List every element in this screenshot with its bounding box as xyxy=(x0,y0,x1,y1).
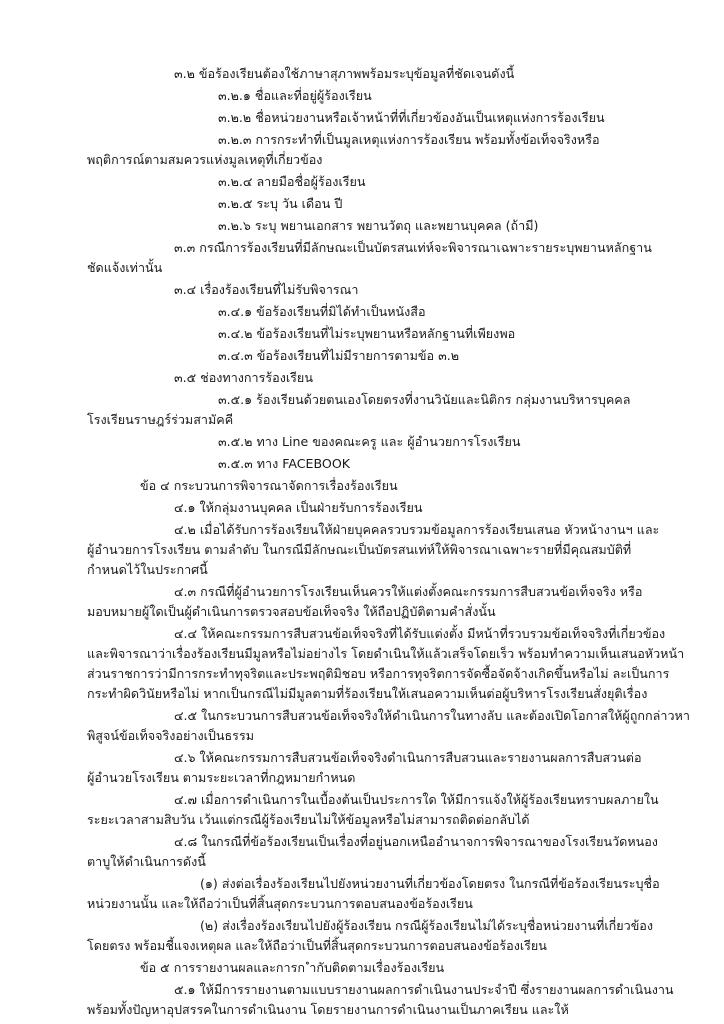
clause-5-1-cont: พร้อมทั้งปัญหาอุปสรรคในการดำเนินงาน โดยรายงานการดำเนินงานเป็นภาคเรียน และให้ xyxy=(87,1002,569,1017)
clause-4-2-cont-2: กำหนดไว้ในประกาศนี้ xyxy=(87,562,208,577)
clause-3-2-5: ๓.๒.๕ ระบุ วัน เดือน ปี xyxy=(218,196,343,211)
clause-3-5: ๓.๕ ช่องทางการร้องเรียน xyxy=(174,370,313,385)
clause-3-4: ๓.๔ เรื่องร้องเรียนที่ไม่รับพิจารณา xyxy=(174,282,359,297)
clause-3-2-6: ๓.๒.๖ ระบุ พยานเอกสาร พยานวัตถุ และพยานบุคคล (ถ้ามี) xyxy=(218,218,539,233)
clause-4-1: ๔.๑ ให้กลุ่มงานบุคคล เป็นฝ่ายรับการร้องเรียน xyxy=(174,500,423,515)
clause-4-8: ๔.๘ ในกรณีที่ข้อร้องเรียนเป็นเรื่องที่อยู่นอกเหนืออำนาจการพิจารณาของโรงเรียนวัดหนอง xyxy=(174,834,658,849)
clause-3-2-2: ๓.๒.๒ ชื่อหน่วยงานหรือเจ้าหน้าที่ที่เกี่ยวข้องอันเป็นเหตุแห่งการร้องเรียน xyxy=(218,110,605,125)
clause-3-5-2: ๓.๕.๒ ทาง Line ของคณะครู และ ผู้อำนวยการโรงเรียน xyxy=(218,434,521,449)
clause-3-4-2: ๓.๔.๒ ข้อร้องเรียนที่ไม่ระบุพยานหรือหลักฐานที่เพียงพอ xyxy=(218,326,516,341)
clause-4-3: ๔.๓ กรณีที่ผู้อำนวยการโรงเรียนเห็นควรให้แต่งตั้งคณะกรรมการสืบสวนข้อเท็จจริง หรือ xyxy=(174,584,643,599)
clause-4-8-item-1: (๑) ส่งต่อเรื่องร้องเรียนไปยังหน่วยงานที่เกี่ยวข้องโดยตรง ในกรณีที่ข้อร้องเรียนระบุชื่อ xyxy=(200,876,660,891)
clause-3-5-1: ๓.๕.๑ ร้องเรียนด้วยตนเองโดยตรงที่งานวินัยและนิติกร กลุ่มงานบริหารบุคคล xyxy=(218,392,631,407)
clause-5-1: ๕.๑ ให้มีการรายงานตามแบบรายงานผลการดำเนินงานประจำปี ซึ่งรายงานผลการดำเนินงาน xyxy=(174,982,674,997)
clause-4-4-cont-2: ส่วนราชการว่ามีการกระทำทุจริตและประพฤติมิชอบ หรือการทุจริตการจัดซื้อจัดจ้างเกิดขึ้นหรือไม่ ละเป็นการ xyxy=(87,666,670,681)
section-5-heading: ข้อ ๕ การรายงานผลและการก ำกับติดตามเรื่องร้องเรียน xyxy=(140,960,445,975)
clause-4-6-cont: ผู้อำนวยโรงเรียน ตามระยะเวลาที่กฎหมายกำหนด xyxy=(87,770,356,785)
clause-4-5: ๔.๕ ในกระบวนการสืบสวนข้อเท็จจริงให้ดำเนินการในทางลับ และต้องเปิดโอกาสให้ผู้ถูกกล่าวหา xyxy=(174,708,690,723)
clause-3-5-1-cont: โรงเรียนราษฎร์ร่วมสามัคคี xyxy=(87,412,234,427)
section-4-heading: ข้อ ๔ กระบวนการพิจารณาจัดการเรื่องร้องเรียน xyxy=(140,478,398,493)
clause-4-8-item-2: (๒) ส่งเรื่องร้องเรียนไปยังผู้ร้องเรียน กรณีผู้ร้องเรียนไม่ได้ระบุชื่อหน่วยงานที่เกี่ยวข้อง xyxy=(200,918,654,933)
clause-3-4-1: ๓.๔.๑ ข้อร้องเรียนที่มิได้ทำเป็นหนังสือ xyxy=(218,304,426,319)
clause-4-4: ๔.๔ ให้คณะกรรมการสืบสวนข้อเท็จจริงที่ได้รับแต่งตั้ง มีหน้าที่รวบรวมข้อเท็จจริงที่เกี่ยวข้อง xyxy=(174,626,666,641)
clause-4-7-cont: ระยะเวลาสามสิบวัน เว้นแต่กรณีผู้ร้องเรียนไม่ให้ข้อมูลหรือไม่สามารถติดต่อกลับได้ xyxy=(87,812,530,827)
clause-4-4-cont-1: และพิจารณาว่าเรื่องร้องเรียนมีมูลหรือไม่อย่างไร โดยดำเนินให้แล้วเสร็จโดยเร็ว พร้อมทำความเห็นเสนอหัวหน้า xyxy=(87,646,685,661)
clause-3-4-3: ๓.๔.๓ ข้อร้องเรียนที่ไม่มีรายการตามข้อ ๓.๒ xyxy=(218,348,460,363)
clause-3-2-4: ๓.๒.๔ ลายมือชื่อผู้ร้องเรียน xyxy=(218,174,366,189)
clause-4-5-cont: พิสูจน์ข้อเท็จจริงอย่างเป็นธรรม xyxy=(87,728,255,743)
clause-4-7: ๔.๗ เมื่อการดำเนินการในเบื้องต้นเป็นประการใด ให้มีการแจ้งให้ผู้ร้องเรียนทราบผลภายใน xyxy=(174,792,659,807)
clause-3-2: ๓.๒ ข้อร้องเรียนต้องใช้ภาษาสุภาพพร้อมระบุข้อมูลที่ชัดเจนดังนี้ xyxy=(174,66,515,81)
clause-4-3-cont: มอบหมายผู้ใดเป็นผู้ดำเนินการตรวจสอบข้อเท็จจริง ให้ถือปฏิบัติตามคำสั่งนั้น xyxy=(87,604,496,619)
clause-3-2-1: ๓.๒.๑ ชื่อและที่อยู่ผู้ร้องเรียน xyxy=(218,88,372,103)
clause-3-5-3: ๓.๕.๓ ทาง FACEBOOK xyxy=(218,456,351,471)
clause-4-6: ๔.๖ ให้คณะกรรมการสืบสวนข้อเท็จจริงดำเนินการสืบสวนและรายงานผลการสืบสวนต่อ xyxy=(174,750,642,765)
clause-4-2: ๔.๒ เมื่อได้รับการร้องเรียนให้ฝ่ายบุคคลรวบรวมข้อมูลการร้องเรียนเสนอ หัวหน้างานฯ และ xyxy=(174,522,660,537)
clause-4-4-cont-3: กระทำผิดวินัยหรือไม่ หากเป็นกรณีไม่มีมูลตามที่ร้องเรียนให้เสนอความเห็นต่อผู้บริหารโรงเรียนสั่งยุติเรื่อง xyxy=(87,686,648,701)
clause-4-2-cont-1: ผู้อำนวยการโรงเรียน ตามลำดับ ในกรณีมีลักษณะเป็นบัตรสนเท่ห์ให้พิจารณาเฉพาะรายที่มีคุณสมบัติที่ xyxy=(87,542,632,557)
clause-3-3: ๓.๓ กรณีการร้องเรียนที่มีลักษณะเป็นบัตรสนเท่ห์จะพิจารณาเฉพาะรายระบุพยานหลักฐาน xyxy=(174,240,652,255)
clause-4-8-item-2-cont: โดยตรง พร้อมชี้แจงเหตุผล และให้ถือว่าเป็นที่สิ้นสุดกระบวนการตอบสนองข้อร้องเรียน xyxy=(87,938,547,953)
clause-3-3-cont: ชัดแจ้งเท่านั้น xyxy=(87,260,163,275)
clause-4-8-item-1-cont: หน่วยงานนั้น และให้ถือว่าเป็นที่สิ้นสุดกระบวนการตอบสนองข้อร้องเรียน xyxy=(87,896,473,911)
clause-3-2-3: ๓.๒.๓ การกระทำที่เป็นมูลเหตุแห่งการร้องเรียน พร้อมทั้งข้อเท็จจริงหรือ xyxy=(218,132,600,147)
clause-4-8-cont: ตาบูให้ดำเนินการดังนี้ xyxy=(87,854,206,869)
clause-3-2-3-cont: พฤติการณ์ตามสมควรแห่งมูลเหตุที่เกี่ยวข้อง xyxy=(87,152,323,167)
